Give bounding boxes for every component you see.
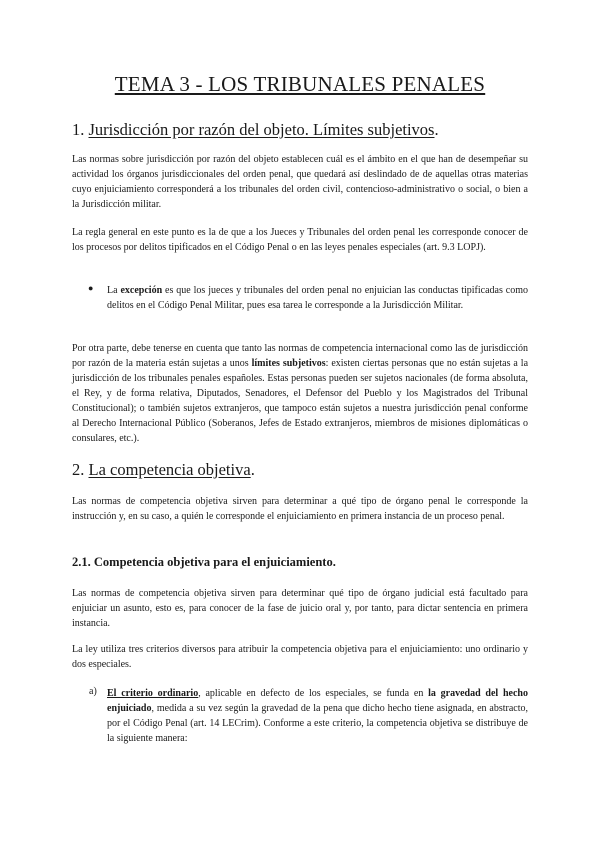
bullet-bold: excepción	[120, 285, 163, 296]
bullet-post: es que los jueces y tribunales del orden penal no enjuician las conductas tipificadas como delitos en el Código Penal Militar, pues esa tarea le corresponde a la Jurisdicción Militar.	[107, 285, 529, 311]
bullet-marker: ●	[88, 283, 94, 293]
section-1-heading	[72, 120, 560, 140]
item-a-bold-underlined: El criterio ordinario	[107, 688, 199, 699]
section-2-heading	[72, 460, 560, 480]
item-a-text1: , aplicable en defecto de los especiales, se funda en	[198, 688, 429, 699]
list-item-a-text	[107, 686, 528, 746]
paragraph-tres-criterios: La ley utiliza tres criterios diversos para atribuir la competencia objetiva para el enjuiciamiento: uno ordinario y dos especiales.	[72, 644, 528, 670]
section-2-1-heading: 2.1. Competencia objetiva para el enjuiciamiento.	[72, 555, 336, 569]
section-1-number: 1.	[72, 120, 85, 139]
list-item-a-marker: a)	[89, 686, 97, 697]
p3-post: : existen ciertas personas que no están sujetas a la jurisdicción de los tribunales penales españoles. Estas personas pueden ser sujetos nacionales (de forma absoluta, el Rey, y de forma relativa, Diputados, Senadores, el Defensor del Pueblo y los Magistrados del Tribunal Constitucional); o también sujetos extranjeros, que tampoco están sujetos a nuestra jurisdicción penal conforme al Derecho Internacional Público (Soberanos, Jefes de Estado extranjeros, miembros de misiones diplomáticas o consulares, etc.).	[72, 358, 529, 444]
bullet-pre: La	[107, 285, 121, 296]
paragraph-regla-general: La regla general en este punto es la de que a los Jueces y Tribunales del orden penal les corresponde conocer de los procesos por delitos tipificados en el Código Penal o en las leyes penales especiales (art. 9.3 LOPJ).	[72, 227, 528, 253]
section-1-title: Jurisdicción por razón del objeto. Límites subjetivos	[88, 120, 435, 139]
paragraph-limites-subjetivos	[72, 341, 528, 446]
section-2-trail: .	[250, 460, 255, 479]
paragraph-enjuiciamiento: Las normas de competencia objetiva sirven para determinar qué tipo de órgano judicial está facultado para enjuiciar un asunto, esto es, para conocer de la fase de juicio oral y, por tanto, para dictar sentencia en primera instancia.	[72, 588, 528, 629]
paragraph-competencia-objetiva: Las normas de competencia objetiva sirven para determinar a qué tipo de órgano penal le corresponde la instrucción y, en su caso, a quién le corresponde el enjuiciamiento en primera instancia de un proceso penal.	[72, 496, 528, 522]
item-a-bold: la gravedad del hecho enjuiciado	[107, 688, 528, 714]
section-2-title: La competencia objetiva	[88, 460, 251, 479]
p3-bold: límites subjetivos	[251, 358, 326, 369]
p3-pre: Por otra parte, debe tenerse en cuenta que tanto las normas de competencia internacional como las de jurisdicción por razón de la materia están sujetas a unos	[72, 343, 528, 369]
paragraph-jurisdiccion-objeto: Las normas sobre jurisdicción por razón del objeto establecen cuál es el ámbito en el que han de desempeñar su actividad los órganos jurisdiccionales del orden penal, que quedará así deslindado de de aquellas otras materias cuyo enjuiciamiento corresponderá a los tribunales del orden civil, contencioso-administrativo o social, o bien a la Jurisdicción militar.	[72, 154, 528, 210]
section-1-trail: .	[434, 120, 439, 139]
section-2-number: 2.	[72, 460, 85, 479]
document-title: TEMA 3 - LOS TRIBUNALES PENALES	[114, 72, 486, 96]
item-a-text2: , medida a su vez según la gravedad de la pena que dicho hecho tiene asignada, en abstracto, por el Código Penal (art. 14 LECrim). Conforme a este criterio, la competencia objetiva se distribuye de la siguiente manera:	[107, 703, 528, 744]
bullet-excepcion-text	[107, 283, 528, 313]
